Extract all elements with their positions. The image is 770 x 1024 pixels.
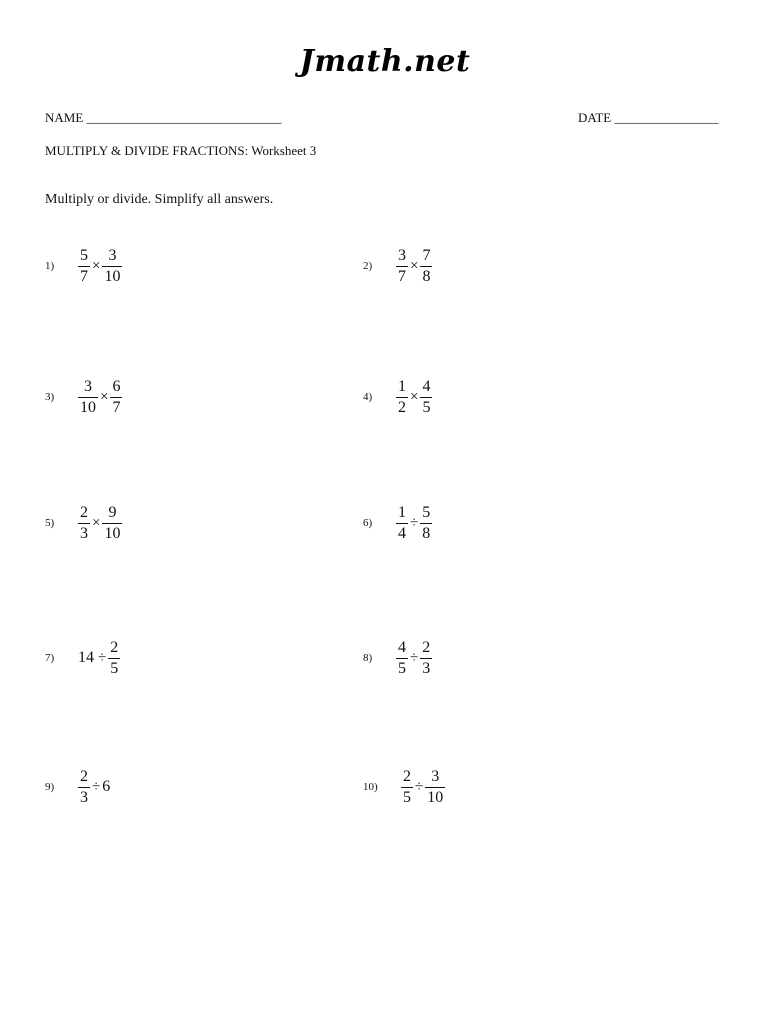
multiply-sign: × — [92, 257, 101, 274]
problem-number: 9) — [45, 781, 55, 793]
fraction — [102, 248, 122, 285]
fraction — [420, 379, 432, 416]
denominator: 2 — [398, 398, 406, 416]
problem-number: 7) — [45, 652, 55, 664]
date-label: DATE — [578, 110, 612, 125]
problem-expression — [401, 766, 445, 808]
whole-number: 6 — [102, 778, 111, 795]
denominator: 10 — [104, 267, 121, 285]
divide-sign: ÷ — [98, 649, 107, 666]
problem-number: 3) — [45, 391, 55, 403]
problem-number: 4) — [363, 391, 373, 403]
fraction — [420, 640, 432, 677]
denominator: 3 — [80, 524, 88, 542]
problem-expression — [78, 502, 122, 544]
problem-expression — [396, 376, 432, 418]
multiply-sign: × — [100, 388, 109, 405]
numerator: 5 — [422, 503, 431, 521]
numerator: 9 — [108, 503, 117, 521]
numerator: 3 — [84, 377, 92, 395]
problem-number: 6) — [363, 517, 373, 529]
problem-expression — [78, 637, 120, 679]
fraction — [78, 379, 98, 416]
problem-4 — [363, 376, 663, 424]
whole-number: 14 — [78, 649, 94, 666]
denominator: 5 — [398, 659, 406, 677]
problem-number: 8) — [363, 652, 373, 664]
problem-number: 10) — [363, 781, 378, 793]
denominator: 10 — [104, 524, 121, 542]
fraction — [420, 505, 432, 542]
numerator: 6 — [112, 377, 121, 395]
problem-expression — [396, 637, 432, 679]
numerator: 3 — [431, 767, 440, 785]
fraction — [396, 505, 408, 542]
denominator: 7 — [398, 267, 406, 285]
divide-sign: ÷ — [92, 778, 101, 795]
numerator: 2 — [422, 638, 431, 656]
multiply-sign: × — [92, 514, 101, 531]
name-field[interactable] — [45, 110, 282, 126]
problem-5 — [45, 502, 345, 550]
fraction — [401, 769, 413, 806]
problem-2 — [363, 245, 663, 293]
denominator: 10 — [80, 398, 96, 416]
divide-sign: ÷ — [410, 514, 419, 531]
denominator: 4 — [398, 524, 406, 542]
denominator: 8 — [422, 267, 431, 285]
problem-expression — [396, 502, 432, 544]
fraction — [102, 505, 122, 542]
problem-1 — [45, 245, 345, 293]
numerator: 4 — [422, 377, 431, 395]
numerator: 7 — [422, 246, 431, 264]
fraction — [396, 640, 408, 677]
date-blank: ________________ — [614, 110, 719, 125]
denominator: 7 — [80, 267, 88, 285]
fraction — [108, 640, 120, 677]
denominator: 3 — [422, 659, 431, 677]
problem-9 — [45, 766, 345, 814]
denominator: 5 — [403, 788, 411, 806]
problem-number: 2) — [363, 260, 373, 272]
problem-10 — [363, 766, 663, 814]
fraction — [425, 769, 445, 806]
fraction — [110, 379, 122, 416]
problem-3 — [45, 376, 345, 424]
numerator: 2 — [80, 503, 88, 521]
denominator: 8 — [422, 524, 431, 542]
name-label: NAME — [45, 110, 84, 125]
problem-7 — [45, 637, 345, 685]
fraction — [396, 248, 408, 285]
numerator: 1 — [398, 503, 406, 521]
numerator: 2 — [110, 638, 119, 656]
denominator: 5 — [110, 659, 119, 677]
numerator: 2 — [80, 767, 88, 785]
problem-8 — [363, 637, 663, 685]
problem-number: 1) — [45, 260, 55, 272]
denominator: 7 — [112, 398, 121, 416]
name-blank: ______________________________ — [86, 110, 282, 125]
fraction — [396, 379, 408, 416]
problem-expression — [396, 245, 432, 287]
numerator: 2 — [403, 767, 411, 785]
numerator: 5 — [80, 246, 88, 264]
date-field[interactable] — [578, 110, 718, 126]
denominator: 5 — [422, 398, 431, 416]
fraction — [420, 248, 432, 285]
site-logo: Jmath.net — [299, 44, 471, 79]
divide-sign: ÷ — [410, 649, 419, 666]
multiply-sign: × — [410, 388, 419, 405]
problem-number: 5) — [45, 517, 55, 529]
numerator: 3 — [398, 246, 406, 264]
numerator: 3 — [108, 246, 117, 264]
divide-sign: ÷ — [415, 778, 424, 795]
multiply-sign: × — [410, 257, 419, 274]
fraction — [78, 769, 90, 806]
problem-expression — [78, 376, 122, 418]
numerator: 4 — [398, 638, 406, 656]
problem-expression — [78, 245, 122, 287]
instructions: Multiply or divide. Simplify all answers. — [45, 192, 274, 207]
fraction — [78, 505, 90, 542]
denominator: 3 — [80, 788, 88, 806]
fraction — [78, 248, 90, 285]
denominator: 10 — [427, 788, 444, 806]
problem-6 — [363, 502, 663, 550]
numerator: 1 — [398, 377, 406, 395]
worksheet-title: MULTIPLY & DIVIDE FRACTIONS: Worksheet 3 — [45, 143, 317, 158]
problem-expression — [78, 766, 112, 808]
